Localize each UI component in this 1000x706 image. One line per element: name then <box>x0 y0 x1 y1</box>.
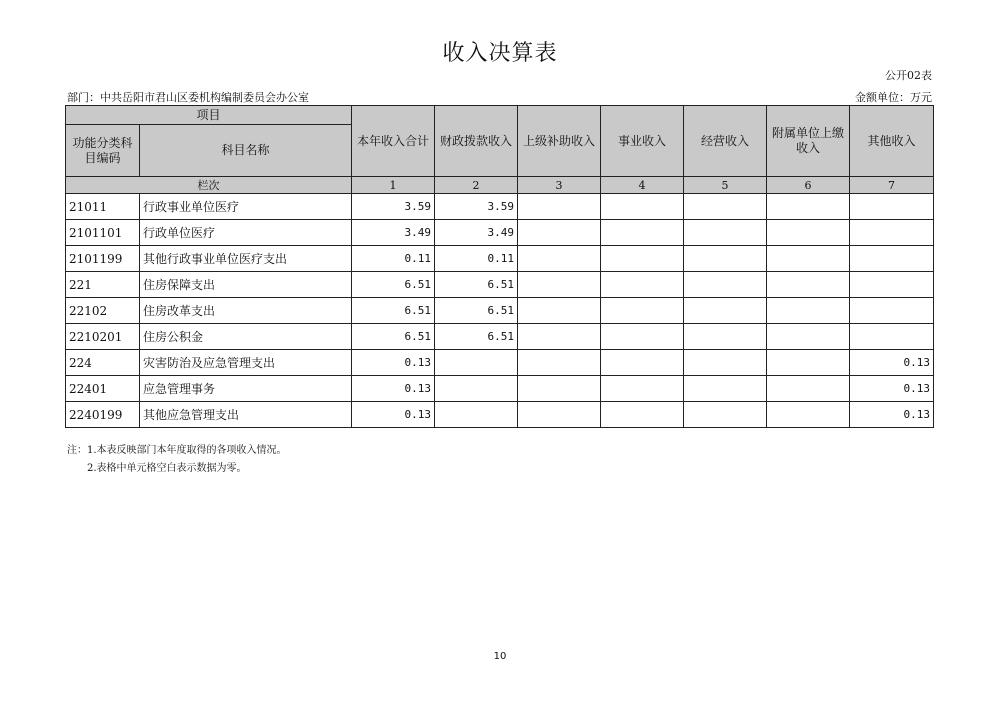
cell-fiscal <box>435 402 518 428</box>
cell-code: 22401 <box>66 376 140 402</box>
cell-business <box>601 376 684 402</box>
cell-affiliated <box>767 376 850 402</box>
cell-affiliated <box>767 350 850 376</box>
cell-operating <box>684 194 767 220</box>
footnotes <box>67 442 287 478</box>
cell-business <box>601 324 684 350</box>
column-number: 4 <box>601 177 684 194</box>
header-code: 功能分类科目编码 <box>66 125 140 177</box>
cell-name: 住房保障支出 <box>140 272 352 298</box>
column-number: 3 <box>518 177 601 194</box>
cell-subsidy <box>518 220 601 246</box>
footnote: 2.表格中单元格空白表示数据为零。 <box>87 463 247 474</box>
cell-affiliated <box>767 272 850 298</box>
cell-total: 0.13 <box>352 350 435 376</box>
department-label: 部门：中共岳阳市君山区委机构编制委员会办公室 <box>67 91 309 104</box>
column-number: 1 <box>352 177 435 194</box>
table-row <box>66 272 934 298</box>
cell-fiscal <box>435 376 518 402</box>
cell-code: 221 <box>66 272 140 298</box>
header-subsidy: 上级补助收入 <box>518 106 601 177</box>
cell-other: 0.13 <box>850 350 934 376</box>
cell-total: 6.51 <box>352 298 435 324</box>
cell-fiscal: 0.11 <box>435 246 518 272</box>
column-number: 2 <box>435 177 518 194</box>
cell-business <box>601 246 684 272</box>
cell-name: 行政单位医疗 <box>140 220 352 246</box>
header-name: 科目名称 <box>140 125 352 177</box>
cell-code: 2101199 <box>66 246 140 272</box>
cell-operating <box>684 350 767 376</box>
cell-operating <box>684 246 767 272</box>
cell-affiliated <box>767 298 850 324</box>
cell-name: 其他应急管理支出 <box>140 402 352 428</box>
header-business: 事业收入 <box>601 106 684 177</box>
form-number: 公开02表 <box>885 69 932 82</box>
cell-subsidy <box>518 272 601 298</box>
table-row <box>66 220 934 246</box>
header-other: 其他收入 <box>850 106 934 177</box>
cell-subsidy <box>518 350 601 376</box>
cell-total: 0.11 <box>352 246 435 272</box>
cell-fiscal: 3.49 <box>435 220 518 246</box>
table-row <box>66 376 934 402</box>
cell-code: 2101101 <box>66 220 140 246</box>
cell-business <box>601 350 684 376</box>
table-row <box>66 350 934 376</box>
column-number: 7 <box>850 177 934 194</box>
cell-fiscal: 6.51 <box>435 324 518 350</box>
cell-subsidy <box>518 402 601 428</box>
cell-other: 0.13 <box>850 402 934 428</box>
cell-operating <box>684 376 767 402</box>
cell-affiliated <box>767 194 850 220</box>
cell-code: 224 <box>66 350 140 376</box>
cell-operating <box>684 272 767 298</box>
column-number: 5 <box>684 177 767 194</box>
cell-name: 住房改革支出 <box>140 298 352 324</box>
cell-code: 22102 <box>66 298 140 324</box>
cell-other <box>850 298 934 324</box>
cell-subsidy <box>518 194 601 220</box>
cell-affiliated <box>767 220 850 246</box>
table-body <box>66 194 934 428</box>
cell-name: 灾害防治及应急管理支出 <box>140 350 352 376</box>
cell-fiscal: 6.51 <box>435 272 518 298</box>
cell-business <box>601 272 684 298</box>
cell-total: 0.13 <box>352 376 435 402</box>
cell-business <box>601 402 684 428</box>
page-number: 10 <box>493 651 507 662</box>
cell-name: 应急管理事务 <box>140 376 352 402</box>
cell-fiscal: 3.59 <box>435 194 518 220</box>
cell-subsidy <box>518 376 601 402</box>
cell-code: 21011 <box>66 194 140 220</box>
cell-name: 行政事业单位医疗 <box>140 194 352 220</box>
cell-subsidy <box>518 246 601 272</box>
header-item: 项目 <box>66 106 352 125</box>
cell-code: 2210201 <box>66 324 140 350</box>
cell-affiliated <box>767 402 850 428</box>
cell-name: 住房公积金 <box>140 324 352 350</box>
table-row <box>66 324 934 350</box>
cell-operating <box>684 298 767 324</box>
cell-affiliated <box>767 246 850 272</box>
cell-fiscal: 6.51 <box>435 298 518 324</box>
cell-operating <box>684 402 767 428</box>
amount-unit-label: 金额单位：万元 <box>855 91 932 104</box>
cell-subsidy <box>518 298 601 324</box>
income-table <box>65 105 934 428</box>
cell-operating <box>684 324 767 350</box>
cell-other <box>850 194 934 220</box>
cell-code: 2240199 <box>66 402 140 428</box>
header-affiliated: 附属单位上缴收入 <box>767 106 850 177</box>
cell-fiscal <box>435 350 518 376</box>
cell-other <box>850 246 934 272</box>
table-row <box>66 298 934 324</box>
table-row <box>66 194 934 220</box>
column-number: 6 <box>767 177 850 194</box>
cell-other <box>850 272 934 298</box>
header-total: 本年收入合计 <box>352 106 435 177</box>
cell-other <box>850 324 934 350</box>
header-column-label: 栏次 <box>66 177 352 194</box>
cell-business <box>601 298 684 324</box>
cell-total: 6.51 <box>352 324 435 350</box>
table-row <box>66 402 934 428</box>
cell-affiliated <box>767 324 850 350</box>
header-operating: 经营收入 <box>684 106 767 177</box>
table-row <box>66 246 934 272</box>
cell-name: 其他行政事业单位医疗支出 <box>140 246 352 272</box>
cell-operating <box>684 220 767 246</box>
header-fiscal: 财政拨款收入 <box>435 106 518 177</box>
cell-total: 6.51 <box>352 272 435 298</box>
cell-total: 3.59 <box>352 194 435 220</box>
cell-business <box>601 194 684 220</box>
cell-total: 0.13 <box>352 402 435 428</box>
page-title: 收入决算表 <box>442 41 558 66</box>
cell-other: 0.13 <box>850 376 934 402</box>
cell-total: 3.49 <box>352 220 435 246</box>
cell-other <box>850 220 934 246</box>
cell-business <box>601 220 684 246</box>
footnote: 注：1.本表反映部门本年度取得的各项收入情况。 <box>67 445 287 456</box>
cell-subsidy <box>518 324 601 350</box>
